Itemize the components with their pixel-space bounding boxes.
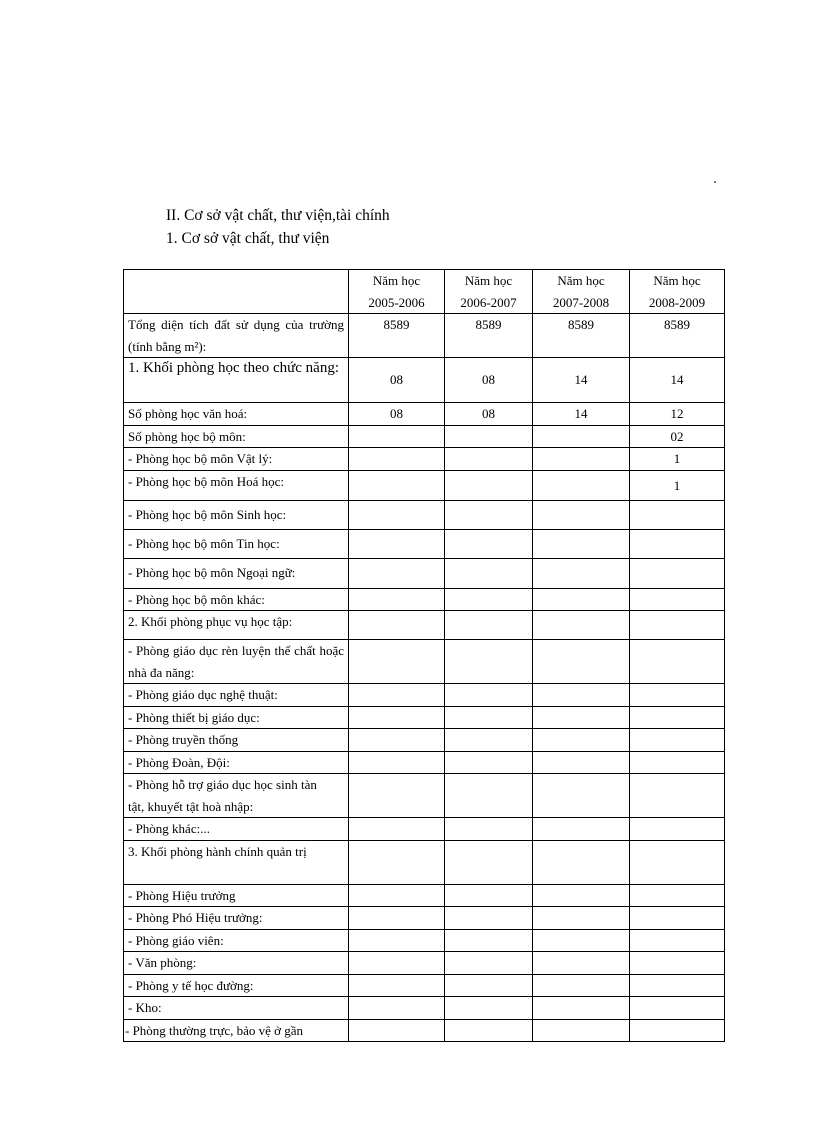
cell-value bbox=[533, 611, 630, 640]
row-label: - Phòng học bộ môn Sinh học: bbox=[124, 500, 349, 529]
row-label: - Phòng học bộ môn Vật lý: bbox=[124, 448, 349, 471]
cell-value: 02 bbox=[630, 425, 725, 448]
cell-value bbox=[533, 470, 630, 500]
year-header: Năm học 2006-2007 bbox=[445, 270, 533, 314]
row-label: - Kho: bbox=[124, 997, 349, 1020]
cell-value bbox=[630, 974, 725, 997]
cell-value: 08 bbox=[445, 403, 533, 426]
cell-value: 14 bbox=[533, 358, 630, 403]
row-label: - Phòng thiết bị giáo dục: bbox=[124, 706, 349, 729]
row-label: - Phòng khác:... bbox=[124, 818, 349, 841]
cell-value bbox=[349, 929, 445, 952]
cell-value bbox=[349, 774, 445, 818]
table-row bbox=[124, 558, 725, 588]
cell-value bbox=[533, 729, 630, 752]
cell-value bbox=[533, 425, 630, 448]
cell-value bbox=[533, 684, 630, 707]
cell-value bbox=[445, 952, 533, 975]
year-header: Năm học 2005-2006 bbox=[349, 270, 445, 314]
table-row bbox=[124, 500, 725, 529]
cell-value bbox=[445, 640, 533, 684]
cell-value bbox=[533, 500, 630, 529]
cell-value bbox=[349, 684, 445, 707]
row-label: - Phòng học bộ môn Ngoại ngữ: bbox=[124, 558, 349, 588]
year-header: Năm học 2008-2009 bbox=[630, 270, 725, 314]
cell-value bbox=[349, 751, 445, 774]
row-label: 3. Khối phòng hành chính quản trị bbox=[124, 840, 349, 884]
table-row bbox=[124, 952, 725, 975]
row-label: - Phòng y tế học đường: bbox=[124, 974, 349, 997]
cell-value bbox=[630, 684, 725, 707]
cell-value bbox=[445, 684, 533, 707]
table-row bbox=[124, 751, 725, 774]
cell-value bbox=[349, 884, 445, 907]
table-row bbox=[124, 1019, 725, 1042]
cell-value bbox=[445, 840, 533, 884]
cell-value bbox=[533, 1019, 630, 1042]
table-row bbox=[124, 997, 725, 1020]
cell-value bbox=[630, 500, 725, 529]
cell-value bbox=[349, 529, 445, 558]
cell-value bbox=[349, 1019, 445, 1042]
table-row bbox=[124, 358, 725, 403]
cell-value: 1 bbox=[630, 448, 725, 471]
cell-value bbox=[445, 425, 533, 448]
cell-value bbox=[630, 640, 725, 684]
table-row bbox=[124, 448, 725, 471]
cell-value bbox=[533, 907, 630, 930]
row-label: 2. Khối phòng phục vụ học tập: bbox=[124, 611, 349, 640]
cell-value bbox=[445, 529, 533, 558]
table-row bbox=[124, 529, 725, 558]
row-label: - Phòng học bộ môn Tin học: bbox=[124, 529, 349, 558]
table-row bbox=[124, 588, 725, 611]
table-row bbox=[124, 818, 725, 841]
cell-value bbox=[349, 729, 445, 752]
cell-value bbox=[630, 907, 725, 930]
cell-value: 08 bbox=[349, 403, 445, 426]
table-row bbox=[124, 425, 725, 448]
cell-value bbox=[349, 952, 445, 975]
cell-value bbox=[630, 751, 725, 774]
table-row bbox=[124, 974, 725, 997]
cell-value bbox=[533, 818, 630, 841]
cell-value bbox=[533, 774, 630, 818]
table-row bbox=[124, 684, 725, 707]
row-label: - Phòng giáo dục rèn luyện thể chất hoặc nhà đa năng: bbox=[124, 640, 349, 684]
cell-value bbox=[630, 529, 725, 558]
row-label: - Phòng Phó Hiệu trưởng: bbox=[124, 907, 349, 930]
cell-value bbox=[445, 558, 533, 588]
table-row bbox=[124, 314, 725, 358]
row-label: - Phòng Hiệu trưởng bbox=[124, 884, 349, 907]
cell-value bbox=[630, 818, 725, 841]
cell-value bbox=[445, 997, 533, 1020]
cell-value bbox=[533, 588, 630, 611]
section-heading: II. Cơ sở vật chất, thư viện,tài chính bbox=[166, 207, 390, 224]
table-row bbox=[124, 706, 725, 729]
cell-value: 8589 bbox=[533, 314, 630, 358]
cell-value bbox=[349, 640, 445, 684]
cell-value bbox=[445, 588, 533, 611]
cell-value bbox=[533, 929, 630, 952]
table-header-row bbox=[124, 270, 725, 314]
table-row bbox=[124, 840, 725, 884]
cell-value: 8589 bbox=[349, 314, 445, 358]
cell-value bbox=[533, 751, 630, 774]
year-header: Năm học 2007-2008 bbox=[533, 270, 630, 314]
cell-value bbox=[445, 774, 533, 818]
cell-value bbox=[533, 974, 630, 997]
cell-value bbox=[630, 729, 725, 752]
cell-value bbox=[445, 974, 533, 997]
cell-value bbox=[349, 588, 445, 611]
row-label: - Phòng thường trực, bảo vệ ở gần bbox=[124, 1019, 349, 1042]
cell-value: 8589 bbox=[630, 314, 725, 358]
cell-value bbox=[445, 1019, 533, 1042]
cell-value bbox=[445, 611, 533, 640]
cell-value: 8589 bbox=[445, 314, 533, 358]
table-row bbox=[124, 403, 725, 426]
cell-value bbox=[533, 640, 630, 684]
cell-value bbox=[630, 997, 725, 1020]
cell-value bbox=[533, 952, 630, 975]
facilities-table bbox=[123, 269, 725, 1042]
row-label: 1. Khối phòng học theo chức năng: bbox=[124, 358, 349, 403]
cell-value bbox=[630, 558, 725, 588]
row-label: - Phòng học bộ môn Hoá học: bbox=[124, 470, 349, 500]
cell-value bbox=[445, 907, 533, 930]
cell-value bbox=[349, 818, 445, 841]
cell-value bbox=[445, 884, 533, 907]
table-row bbox=[124, 884, 725, 907]
cell-value: 14 bbox=[630, 358, 725, 403]
stray-dot bbox=[714, 181, 716, 183]
row-label: - Phòng giáo viên: bbox=[124, 929, 349, 952]
cell-value bbox=[445, 729, 533, 752]
table-row bbox=[124, 907, 725, 930]
cell-value bbox=[349, 425, 445, 448]
table-row bbox=[124, 611, 725, 640]
cell-value bbox=[445, 706, 533, 729]
row-label: - Phòng hỗ trợ giáo dục học sinh tàn tật, khuyết tật hoà nhập: bbox=[124, 774, 349, 818]
cell-value bbox=[533, 558, 630, 588]
cell-value bbox=[533, 706, 630, 729]
cell-value: 08 bbox=[445, 358, 533, 403]
cell-value bbox=[349, 448, 445, 471]
cell-value bbox=[349, 470, 445, 500]
cell-value bbox=[533, 997, 630, 1020]
cell-value bbox=[349, 500, 445, 529]
cell-value bbox=[445, 470, 533, 500]
row-label: Số phòng học văn hoá: bbox=[124, 403, 349, 426]
cell-value bbox=[445, 448, 533, 471]
cell-value bbox=[445, 929, 533, 952]
cell-value bbox=[630, 706, 725, 729]
cell-value bbox=[349, 997, 445, 1020]
cell-value: 14 bbox=[533, 403, 630, 426]
cell-value bbox=[630, 774, 725, 818]
cell-value: 1 bbox=[630, 470, 725, 500]
cell-value: 08 bbox=[349, 358, 445, 403]
table-row bbox=[124, 774, 725, 818]
cell-value bbox=[445, 751, 533, 774]
cell-value bbox=[630, 929, 725, 952]
row-label: - Phòng học bộ môn khác: bbox=[124, 588, 349, 611]
cell-value bbox=[533, 840, 630, 884]
cell-value bbox=[349, 706, 445, 729]
row-label: - Phòng giáo dục nghệ thuật: bbox=[124, 684, 349, 707]
cell-value bbox=[630, 611, 725, 640]
table-row bbox=[124, 729, 725, 752]
cell-value bbox=[349, 840, 445, 884]
cell-value bbox=[533, 448, 630, 471]
cell-value bbox=[445, 500, 533, 529]
table-row bbox=[124, 640, 725, 684]
table-row bbox=[124, 929, 725, 952]
row-label: - Phòng Đoàn, Đội: bbox=[124, 751, 349, 774]
cell-value bbox=[533, 529, 630, 558]
cell-value bbox=[349, 558, 445, 588]
cell-value bbox=[445, 818, 533, 841]
cell-value bbox=[630, 1019, 725, 1042]
cell-value bbox=[533, 884, 630, 907]
cell-value bbox=[349, 907, 445, 930]
cell-value: 12 bbox=[630, 403, 725, 426]
row-label: - Văn phòng: bbox=[124, 952, 349, 975]
cell-value bbox=[349, 974, 445, 997]
row-label: Tổng diện tích đất sử dụng của trường (tính bằng m²): bbox=[124, 314, 349, 358]
cell-value bbox=[630, 952, 725, 975]
cell-value bbox=[349, 611, 445, 640]
cell-value bbox=[630, 588, 725, 611]
subsection-heading: 1. Cơ sở vật chất, thư viện bbox=[166, 230, 330, 247]
row-label: Số phòng học bộ môn: bbox=[124, 425, 349, 448]
header-blank-cell bbox=[124, 270, 349, 314]
cell-value bbox=[630, 840, 725, 884]
row-label: - Phòng truyền thống bbox=[124, 729, 349, 752]
cell-value bbox=[630, 884, 725, 907]
table-row bbox=[124, 470, 725, 500]
